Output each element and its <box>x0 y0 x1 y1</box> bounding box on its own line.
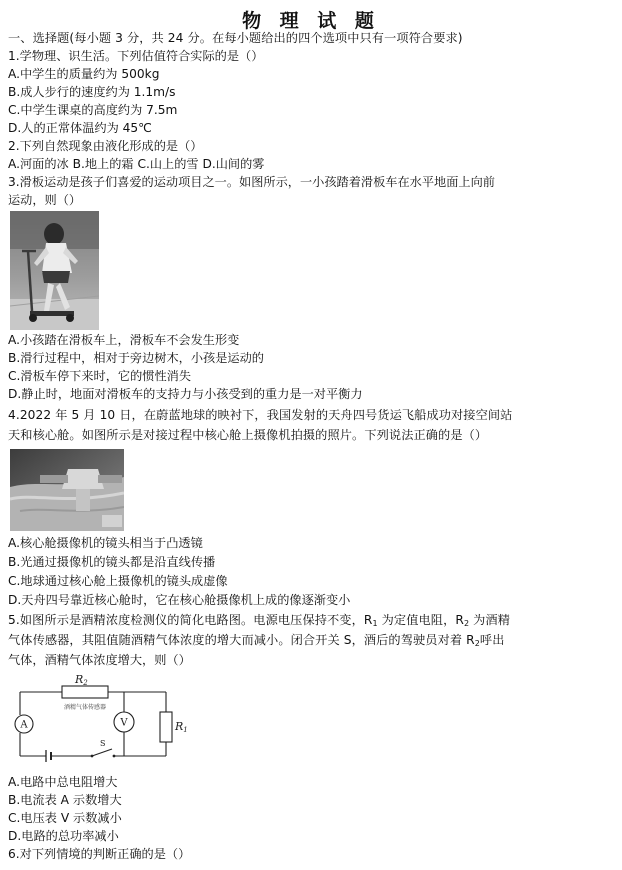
q3-option-c: C.滑板车停下来时，它的惯性消失 <box>8 369 192 383</box>
q5-r2-subscript: 2 <box>463 619 470 628</box>
q5-stem-line1-part-a: 5.如图所示是酒精浓度检测仪的简化电路图。电源电压保持不变，R <box>8 613 373 627</box>
q5-stem-line1-part-b: 为定值电阻，R <box>381 613 464 627</box>
q3-option-a: A.小孩踏在滑板车上，滑板车不会发生形变 <box>8 333 240 347</box>
q5-r1-subscript: 1 <box>372 619 378 628</box>
skateboard-photo <box>10 211 99 330</box>
q1-option-c: C.中学生课桌的高度约为 7.5m <box>8 103 178 117</box>
q1-stem: 1.学物理、识生活。下列估值符合实际的是（） <box>8 49 264 63</box>
q3-stem-line1: 3.滑板运动是孩子们喜爱的运动项目之一。如图所示，一小孩踏着滑板车在水平地面上向前 <box>8 175 495 189</box>
q2-options: A.河面的冰 B.地上的霜 C.山上的雪 D.山间的雾 <box>8 157 265 171</box>
q4-option-d: D.天舟四号靠近核心舱时，它在核心舱摄像机上成的像逐渐变小 <box>8 593 351 607</box>
switch-label: S <box>100 739 106 748</box>
q5-stem-line2-part-a: 气体传感器，其阻值随酒精气体浓度的增大而减小。闭合开关 S，酒后的驾驶员对着 R <box>8 633 475 647</box>
switch-lever <box>92 749 112 756</box>
q1-option-b: B.成人步行的速度约为 1.1m/s <box>8 85 176 99</box>
r2-label-letter: R <box>75 673 84 686</box>
skateboard-photo-image <box>10 211 99 330</box>
q4-option-a: A.核心舱摄像机的镜头相当于凸透镜 <box>8 536 203 550</box>
q5-option-b: B.电流表 A 示数增大 <box>8 793 122 807</box>
circuit-diagram <box>14 672 190 764</box>
section-header: 一、选择题(每小题 3 分，共 24 分。在每小题给出的四个选项中只有一项符合要求) <box>8 31 463 45</box>
r1-label-letter: R <box>175 720 184 733</box>
ammeter-label: A <box>20 719 28 731</box>
q3-option-d: D.静止时，地面对滑板车的支持力与小孩受到的重力是一对平衡力 <box>8 387 363 401</box>
q5-stem-line1-part-c: 为酒精 <box>473 613 510 627</box>
q5-stem-line3: 气体，酒精气体浓度增大，则（） <box>8 653 191 667</box>
q4-stem-line1: 4.2022 年 5 月 10 日，在蔚蓝地球的映衬下，我国发射的天舟四号货运飞船成功对接空间站 <box>8 408 513 422</box>
q5-stem-line1 <box>8 611 510 629</box>
q5-stem-line2-part-b: 呼出 <box>479 633 505 647</box>
q3-stem-line2: 运动，则（） <box>8 193 82 207</box>
q4-option-b: B.光通过摄像机的镜头都是沿直线传播 <box>8 555 216 569</box>
r1-label <box>174 720 188 734</box>
q4-stem-line2: 天和核心舱。如图所示是对接过程中核心舱上摄像机拍摄的照片。下列说法正确的是（） <box>8 428 488 442</box>
q5-r2-subscript-2: 2 <box>474 639 480 648</box>
voltmeter-label: V <box>120 717 128 729</box>
switch-pivot <box>91 755 94 758</box>
docking-photo-image <box>10 449 124 531</box>
q1-option-d: D.人的正常体温约为 45℃ <box>8 121 152 135</box>
q6-stem: 6.对下列情境的判断正确的是（） <box>8 847 191 861</box>
q3-option-b: B.滑行过程中，相对于旁边树木，小孩是运动的 <box>8 351 264 365</box>
q5-option-d: D.电路的总功率减小 <box>8 829 119 843</box>
docking-photo <box>10 449 124 531</box>
q1-option-a: A.中学生的质量约为 500kg <box>8 67 160 81</box>
r1-resistor <box>160 712 172 742</box>
sensor-label: 酒精气体传感器 <box>64 704 107 711</box>
r2-label <box>74 673 88 687</box>
r2-label-sub: 2 <box>83 679 88 687</box>
q5-stem-line2 <box>8 631 504 649</box>
q5-option-c: C.电压表 V 示数减小 <box>8 811 122 825</box>
r1-label-sub: 1 <box>183 726 188 734</box>
q4-option-c: C.地球通过核心舱上摄像机的镜头成虚像 <box>8 574 228 588</box>
page-title: 物 理 试 题 <box>242 10 380 32</box>
q2-stem: 2.下列自然现象由液化形成的是（） <box>8 139 203 153</box>
r2-resistor <box>62 686 108 698</box>
q5-option-a: A.电路中总电阻增大 <box>8 775 118 789</box>
switch-contact <box>113 755 116 758</box>
